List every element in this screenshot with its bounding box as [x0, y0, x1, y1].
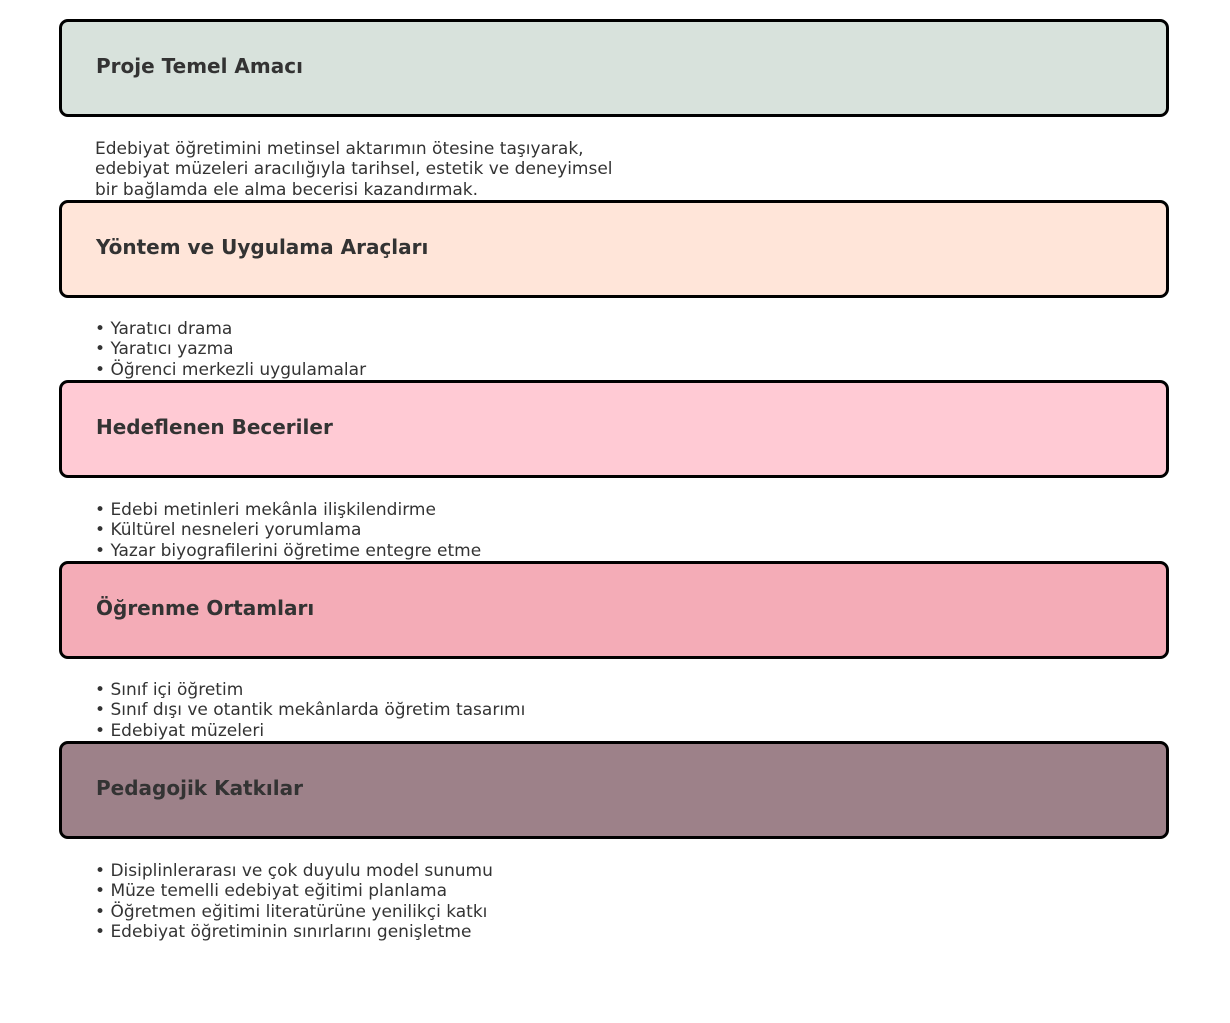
list-item: • Edebi metinleri mekânla ilişkilendirme — [95, 500, 481, 520]
list-item: • Sınıf dışı ve otantik mekânlarda öğretim tasarımı — [95, 700, 525, 720]
section-title-project-aim: Proje Temel Amacı — [96, 54, 303, 78]
list-item: • Öğretmen eğitimi literatürüne yenilikçi katkı — [95, 902, 493, 922]
section-box-methods — [59, 200, 1169, 298]
list-item: • Yazar biyografilerini öğretime entegre etme — [95, 541, 481, 561]
body-line: bir bağlamda ele alma becerisi kazandırmak. — [95, 179, 479, 200]
section-title-target-skills: Hedeflenen Beceriler — [96, 415, 333, 439]
section-title-methods: Yöntem ve Uygulama Araçları — [96, 235, 429, 259]
section-title-learning-environments: Öğrenme Ortamları — [96, 596, 315, 620]
list-item: • Öğrenci merkezli uygulamalar — [95, 360, 366, 380]
list-item: • Yaratıcı yazma — [95, 339, 366, 359]
list-item: • Müze temelli edebiyat eğitimi planlama — [95, 881, 493, 901]
section-box-project-aim — [59, 19, 1169, 117]
section-box-target-skills — [59, 380, 1169, 478]
section-list-methods — [95, 319, 366, 380]
section-box-learning-environments — [59, 561, 1169, 659]
list-item: • Disiplinlerarası ve çok duyulu model sunumu — [95, 861, 493, 881]
list-item: • Kültürel nesneleri yorumlama — [95, 520, 481, 540]
section-list-target-skills — [95, 500, 481, 561]
list-item: • Edebiyat müzeleri — [95, 721, 525, 741]
list-item: • Yaratıcı drama — [95, 319, 366, 339]
body-line: edebiyat müzeleri aracılığıyla tarihsel, estetik ve deneyimsel — [95, 159, 613, 180]
list-item: • Sınıf içi öğretim — [95, 680, 525, 700]
section-title-pedagogical-contributions: Pedagojik Katkılar — [96, 776, 303, 800]
section-body-project-aim — [95, 139, 613, 200]
section-list-learning-environments — [95, 680, 525, 741]
body-line: Edebiyat öğretimini metinsel aktarımın ötesine taşıyarak, — [95, 139, 584, 159]
section-box-pedagogical-contributions — [59, 741, 1169, 839]
section-list-pedagogical-contributions — [95, 861, 493, 942]
list-item: • Edebiyat öğretiminin sınırlarını genişletme — [95, 922, 493, 942]
